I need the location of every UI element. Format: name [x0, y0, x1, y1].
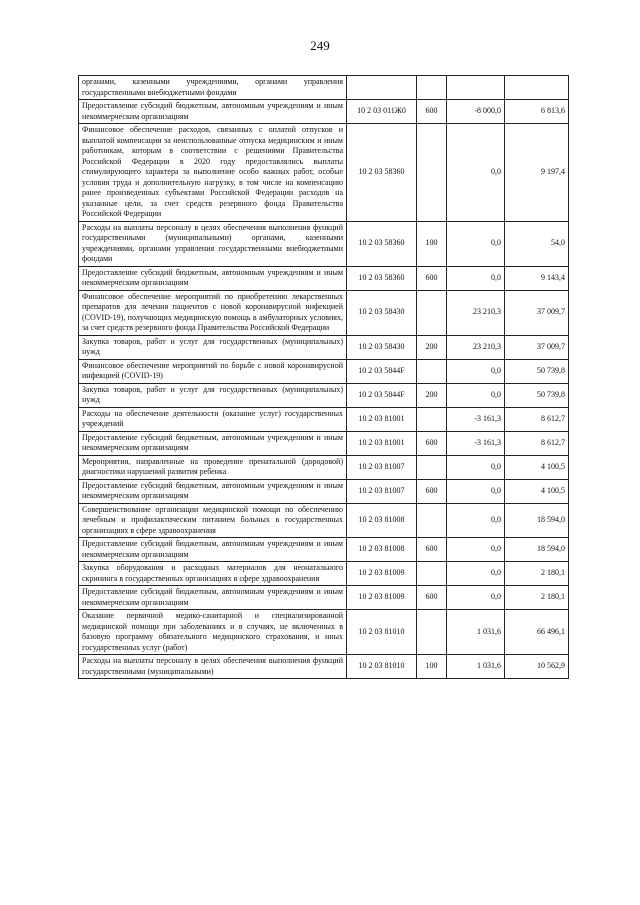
table-row [79, 538, 569, 562]
row-change-amount: -8 000,0 [447, 100, 505, 124]
row-total-amount: 8 612,7 [505, 431, 569, 455]
row-description: Предоставление субсидий бюджетным, автономным учреждениям и иным некоммерческим организациям [79, 479, 347, 503]
table-row [79, 586, 569, 610]
table-row [79, 431, 569, 455]
row-change-amount: 0,0 [447, 538, 505, 562]
row-change-amount [447, 76, 505, 100]
row-change-amount: -3 161,3 [447, 431, 505, 455]
table-row [79, 335, 569, 359]
row-code: 10 2 03 58360 [347, 266, 417, 290]
row-change-amount: 23 210,3 [447, 290, 505, 335]
row-change-amount: 0,0 [447, 266, 505, 290]
row-expense-type: 200 [417, 383, 447, 407]
row-code: 10 2 03 81008 [347, 538, 417, 562]
row-code: 10 2 03 58360 [347, 124, 417, 222]
row-total-amount: 4 100,5 [505, 455, 569, 479]
row-total-amount: 9 197,4 [505, 124, 569, 222]
row-change-amount: 23 210,3 [447, 335, 505, 359]
row-change-amount: 1 031,6 [447, 610, 505, 655]
row-description: Финансовое обеспечение расходов, связанных с оплатой отпусков и выплатой компенсации за неиспользованные отпуска медицинским и иным работникам, которым в соответствии с решениями Правительства Российской Федерации в 2020 году предоставлялись выплаты стимулирующего характера за выполнение особо важных работ, особые условия труда и дополнительную нагрузку, в том числе на компенсацию ранее произведенных субъектами Российской Федерации расходов на указанные цели, за счет средств резервного фонда Правительства Российской Федерации [79, 124, 347, 222]
row-expense-type: 600 [417, 266, 447, 290]
row-total-amount: 50 739,8 [505, 383, 569, 407]
row-description: Предоставление субсидий бюджетным, автономным учреждениям и иным некоммерческим организациям [79, 266, 347, 290]
row-code: 10 2 03 81001 [347, 407, 417, 431]
row-total-amount: 9 143,4 [505, 266, 569, 290]
row-total-amount: 6 813,6 [505, 100, 569, 124]
row-expense-type [417, 610, 447, 655]
budget-table [78, 75, 569, 679]
row-total-amount: 2 180,1 [505, 562, 569, 586]
row-expense-type [417, 503, 447, 538]
row-description: Предоставление субсидий бюджетным, автономным учреждениям и иным некоммерческим организациям [79, 586, 347, 610]
table-row [79, 503, 569, 538]
row-expense-type: 600 [417, 431, 447, 455]
table-row [79, 562, 569, 586]
row-change-amount: 0,0 [447, 455, 505, 479]
row-code: 10 2 03 58430 [347, 335, 417, 359]
row-total-amount: 37 009,7 [505, 335, 569, 359]
row-code: 10 2 03 58360 [347, 221, 417, 266]
row-code: 10 2 03 81010 [347, 655, 417, 679]
row-total-amount: 18 594,0 [505, 503, 569, 538]
row-total-amount: 8 612,7 [505, 407, 569, 431]
row-expense-type: 600 [417, 586, 447, 610]
row-expense-type: 600 [417, 100, 447, 124]
row-total-amount: 66 496,1 [505, 610, 569, 655]
row-change-amount: 0,0 [447, 562, 505, 586]
row-total-amount: 37 009,7 [505, 290, 569, 335]
row-expense-type [417, 124, 447, 222]
budget-table-body [79, 76, 569, 679]
row-description: Финансовое обеспечение мероприятий по приобретению лекарственных препаратов для лечения пациентов с новой коронавирусной инфекцией (COVID-19), получающих медицинскую помощь в амбулаторных условиях, за счет средств резервного фонда Правительства Российской Федерации [79, 290, 347, 335]
row-expense-type [417, 407, 447, 431]
row-description: Расходы на обеспечение деятельности (оказание услуг) государственных учреждений [79, 407, 347, 431]
row-description: Закупка товаров, работ и услуг для государственных (муниципальных) нужд [79, 335, 347, 359]
row-expense-type [417, 562, 447, 586]
row-description: Мероприятия, направленные на проведение пренатальной (дородовой) диагностики нарушений развития ребенка [79, 455, 347, 479]
row-change-amount: 1 031,6 [447, 655, 505, 679]
row-expense-type: 100 [417, 221, 447, 266]
row-total-amount [505, 76, 569, 100]
table-row [79, 100, 569, 124]
row-code: 10 2 03 81001 [347, 431, 417, 455]
row-change-amount: 0,0 [447, 503, 505, 538]
row-code: 10 2 03 5844F [347, 383, 417, 407]
row-change-amount: 0,0 [447, 124, 505, 222]
table-row [79, 383, 569, 407]
row-description: Оказание первичной медико-санитарной и специализированной медицинской помощи при заболеваниях и в случаях, не включенных в базовую программу обязательного медицинского страхования, и иных государственных услуг (работ) [79, 610, 347, 655]
row-change-amount: -3 161,3 [447, 407, 505, 431]
row-description: Финансовое обеспечение мероприятий по борьбе с новой коронавирусной инфекцией (COVID-19) [79, 359, 347, 383]
row-description: Расходы на выплаты персоналу в целях обеспечения выполнения функций государственными (муниципальными) органами, казенными учреждениями, органами управления государственными внебюджетными фондами [79, 221, 347, 266]
row-expense-type [417, 359, 447, 383]
table-row [79, 266, 569, 290]
row-code: 10 2 03 81010 [347, 610, 417, 655]
row-code: 10 2 03 5844F [347, 359, 417, 383]
row-description: Предоставление субсидий бюджетным, автономным учреждениям и иным некоммерческим организациям [79, 538, 347, 562]
row-expense-type [417, 290, 447, 335]
table-row [79, 124, 569, 222]
row-description: Закупка товаров, работ и услуг для государственных (муниципальных) нужд [79, 383, 347, 407]
row-change-amount: 0,0 [447, 383, 505, 407]
row-code: 10 2 03 58430 [347, 290, 417, 335]
row-code: 10 2 03 81007 [347, 455, 417, 479]
row-total-amount: 4 100,5 [505, 479, 569, 503]
page-number: 249 [310, 38, 330, 53]
row-change-amount: 0,0 [447, 479, 505, 503]
row-expense-type [417, 455, 447, 479]
row-description: Закупка оборудования и расходных материалов для неонатального скрининга в государственных организациях в сфере здравоохранения [79, 562, 347, 586]
row-change-amount: 0,0 [447, 359, 505, 383]
row-code: 10 2 03 81009 [347, 586, 417, 610]
row-description: Предоставление субсидий бюджетным, автономным учреждениям и иным некоммерческим организациям [79, 100, 347, 124]
row-total-amount: 10 562,9 [505, 655, 569, 679]
table-row [79, 407, 569, 431]
row-total-amount: 54,0 [505, 221, 569, 266]
row-expense-type: 200 [417, 335, 447, 359]
table-row [79, 290, 569, 335]
row-total-amount: 18 594,0 [505, 538, 569, 562]
table-row [79, 610, 569, 655]
row-code: 10 2 03 81008 [347, 503, 417, 538]
row-total-amount: 50 739,8 [505, 359, 569, 383]
row-code [347, 76, 417, 100]
row-code: 10 2 03 81009 [347, 562, 417, 586]
row-change-amount: 0,0 [447, 586, 505, 610]
row-expense-type: 600 [417, 538, 447, 562]
row-expense-type: 600 [417, 479, 447, 503]
row-description: Расходы на выплаты персоналу в целях обеспечения выполнения функций государственными (муниципальными) [79, 655, 347, 679]
row-total-amount: 2 180,1 [505, 586, 569, 610]
row-code: 10 2 03 011Ж0 [347, 100, 417, 124]
row-description: Предоставление субсидий бюджетным, автономным учреждениям и иным некоммерческим организациям [79, 431, 347, 455]
row-expense-type: 100 [417, 655, 447, 679]
table-row [79, 359, 569, 383]
table-row [79, 221, 569, 266]
row-description: Совершенствование организации медицинской помощи по обеспечению лечебным и профилактическим питанием больных в государственных организациях в сфере здравоохранения [79, 503, 347, 538]
table-row [79, 479, 569, 503]
row-code: 10 2 03 81007 [347, 479, 417, 503]
table-row [79, 655, 569, 679]
row-change-amount: 0,0 [447, 221, 505, 266]
row-description: органами, казенными учреждениями, органами управления государственными внебюджетными фондами [79, 76, 347, 100]
table-row [79, 455, 569, 479]
row-expense-type [417, 76, 447, 100]
table-row [79, 76, 569, 100]
